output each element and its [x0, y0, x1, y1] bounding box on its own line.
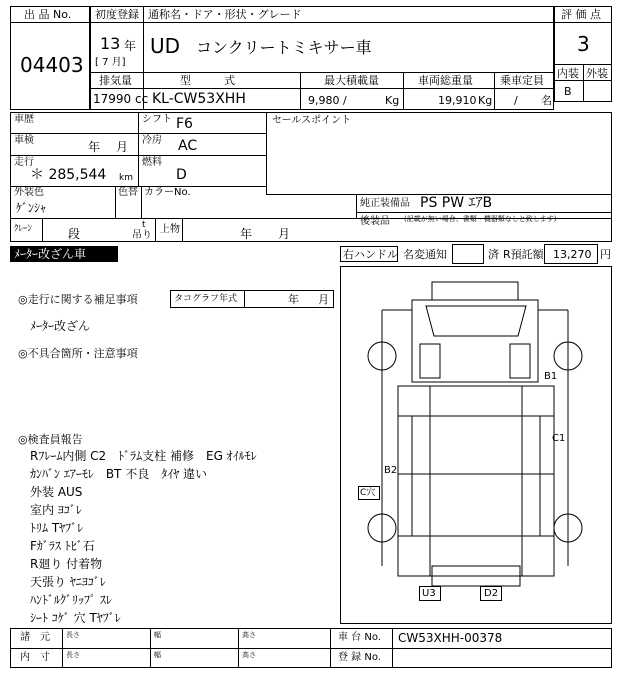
displacement-value: 17990 cc [93, 92, 149, 106]
model-code-label: 型 式 [180, 74, 235, 87]
grade-label: 評 価 点 [561, 8, 601, 21]
mark-b2: B2 [384, 465, 398, 476]
interior-dims-label: 内 寸 [20, 652, 50, 663]
model-code-value: KL-CW53XHH [152, 91, 246, 107]
mark-u3: U3 [422, 588, 436, 599]
color-change-label: 色替 [118, 187, 138, 198]
first-reg-month: [ 7 月] [95, 57, 126, 68]
lot-label: 出 品 No. [24, 8, 72, 21]
sales-point-label: セールスポイント [272, 115, 352, 126]
aftermarket-note: (記載が無い場合、書類・機器類なしと致します) [404, 215, 557, 223]
equipment-value: PS PW ｴｱB [420, 195, 493, 211]
crane-stage: 段 [68, 227, 81, 241]
inspector-line: 天張り ﾔﾆﾖｺﾞﾚ [30, 575, 106, 589]
upper-label: 上物 [160, 224, 180, 235]
inspection-year-unit: 年 [88, 140, 101, 154]
mileage-unit: km [119, 173, 133, 183]
registration-label: 登 録 No. [338, 652, 381, 663]
crane-hang: 吊り [132, 230, 152, 241]
capacity-unit: 名 [541, 94, 552, 107]
length-label: 長さ [66, 651, 80, 659]
inspector-line: 外装 AUS [30, 485, 83, 499]
steering-value: 右ハンドル [343, 248, 398, 261]
gross-weight-value: 19,910 [438, 94, 477, 107]
interior-grade: B [564, 85, 572, 98]
dims-label: 諸 元 [20, 632, 50, 643]
name-change-label: 名変通知 [403, 248, 447, 261]
inspector-line: Rﾌﾚｰﾑ内側 C2 ﾄﾞﾗﾑ支柱 補修 EG ｵｲﾙﾓﾚ [30, 449, 257, 463]
notice-text: ﾒｰﾀｰ改ざん車 [14, 247, 87, 261]
crane-ton: t [142, 220, 146, 230]
maker-name: UD [150, 34, 181, 58]
interior-label: 内装 [557, 67, 579, 80]
recycle-label: 済 [488, 248, 499, 261]
tacho-month: 月 [318, 293, 329, 306]
shift-label: シフト [142, 114, 172, 125]
defects-label: ◎不具合箇所・注意事項 [18, 347, 138, 360]
aftermarket-label: 後装品 [360, 216, 390, 227]
capacity-label: 乗車定員 [500, 74, 544, 87]
displacement-label: 排気量 [99, 74, 132, 87]
inspector-label: ◎検査員報告 [18, 433, 83, 446]
inspector-line: 室内 ﾖｺﾞﾚ [30, 503, 82, 517]
inspection-label: 車検 [14, 135, 34, 146]
name-label: 通称名・ドア・形状・グレード [148, 8, 302, 21]
mileage-value: ＊ 285,544 [30, 167, 107, 183]
recycle-deposit-value: 13,270 [553, 248, 592, 261]
mark-b1: B1 [544, 371, 558, 382]
truck-diagram [340, 266, 612, 624]
upper-year: 年 [240, 227, 253, 241]
mark-c-hole: C穴 [360, 488, 376, 498]
gross-weight-unit: Kg [478, 94, 493, 107]
capacity-value: / [514, 94, 518, 107]
color-value: ｹﾞﾝｼｬ [16, 201, 47, 215]
color-no-label: カラーNo. [144, 187, 191, 198]
inspector-line: R廻り 付着物 [30, 557, 103, 571]
fuel-label: 燃料 [142, 157, 162, 168]
height-label: 高さ [242, 651, 256, 659]
width-label: 幅 [154, 651, 161, 659]
first-reg-label: 初度登録 [95, 8, 139, 21]
upper-month: 月 [278, 227, 291, 241]
mark-d2: D2 [484, 588, 499, 599]
color-label: 外装色 [14, 187, 44, 198]
inspector-line: ｶﾝﾊﾞﾝ ｴｱｰﾓﾚ BT 不良 ﾀｲﾔ 違い [30, 467, 208, 481]
model-name: コンクリートミキサー車 [196, 38, 372, 57]
equipment-label: 純正装備品 [360, 198, 410, 209]
ac-label: 冷房 [142, 135, 162, 146]
history-label: 車歴 [14, 114, 34, 125]
chassis-label: 車 台 No. [338, 632, 381, 643]
width-label: 幅 [154, 631, 161, 639]
length-label: 長さ [66, 631, 80, 639]
driving-remarks-label: ◎走行に関する補足事項 [18, 293, 138, 306]
inspector-line: ﾄﾘﾑ Tﾔﾌﾞﾚ [30, 521, 84, 535]
tacho-year: 年 [288, 293, 299, 306]
height-label: 高さ [242, 631, 256, 639]
max-load-value: 9,980 / [308, 94, 347, 107]
recycle-deposit-label: R預託額 [503, 248, 544, 261]
mileage-label: 走行 [14, 157, 34, 168]
inspector-line: Fｶﾞﾗｽ ﾄﾋﾞ石 [30, 539, 95, 553]
fuel-value: D [176, 167, 187, 183]
year-unit: 年 [124, 39, 137, 53]
mark-c1: C1 [552, 433, 566, 444]
grade-value: 3 [577, 32, 590, 56]
name-change-box [452, 244, 484, 264]
max-load-label: 最大積載量 [324, 74, 379, 87]
max-load-unit: Kg [385, 94, 400, 107]
chassis-no: CW53XHH-00378 [398, 631, 503, 645]
yen-unit: 円 [600, 248, 611, 261]
exterior-label: 外装 [586, 67, 608, 80]
tachograph-label: タコグラフ年式 [174, 294, 238, 304]
driving-note: ﾒｰﾀｰ改ざん [30, 319, 91, 333]
shift-value: F6 [176, 116, 193, 132]
notice-bar [10, 246, 118, 262]
lot-number: 04403 [20, 53, 84, 77]
gross-weight-label: 車両総重量 [418, 74, 473, 87]
ac-value: AC [178, 138, 198, 154]
first-reg-year: 13 [100, 34, 121, 53]
crane-label: ｸﾚｰﾝ [14, 224, 33, 234]
inspector-line: ﾊﾝﾄﾞﾙｸﾞﾘｯﾌﾟ ｽﾚ [30, 593, 112, 607]
inspection-month-unit: 月 [116, 140, 129, 154]
inspector-line: ｼｰﾄ ｺｹﾞ 穴 Tﾔﾌﾞﾚ [30, 611, 121, 625]
